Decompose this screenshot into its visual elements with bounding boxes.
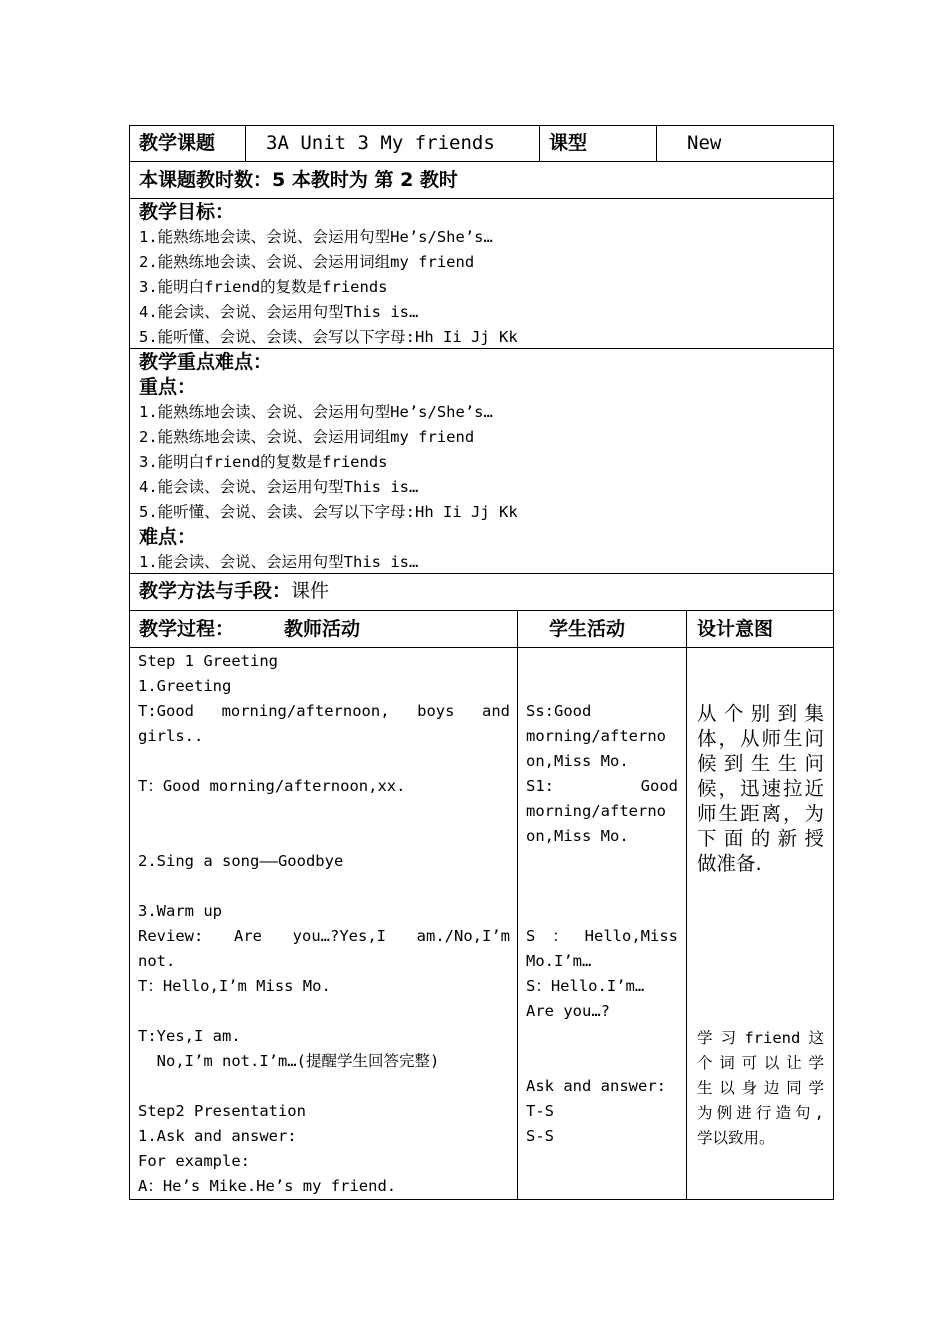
student-line: morning/afterno <box>526 727 666 745</box>
student-line: morning/afterno <box>526 802 666 820</box>
student-activity <box>526 649 678 1149</box>
text-span: S1: <box>526 777 554 795</box>
blank-line <box>138 799 510 824</box>
key-item: 4.能会读、会说、会运用句型This is… <box>139 478 419 496</box>
text-span: Are <box>234 927 262 945</box>
blank-line <box>526 1024 678 1049</box>
design-line: 候，迅速拉近 <box>697 777 824 800</box>
design-line: 学习friend这 <box>697 1029 824 1047</box>
text-span: am./No,I’m <box>416 927 510 945</box>
text-span: morning/afternoon, <box>221 702 390 720</box>
design-intent-first <box>697 701 824 876</box>
table-border <box>129 1199 834 1200</box>
blank-line <box>138 999 510 1024</box>
objectives-title: 教学目标： <box>139 201 235 223</box>
activity-title: 2.Sing a song——Goodbye <box>138 852 344 870</box>
student-line <box>526 924 678 949</box>
blank-line <box>526 899 678 924</box>
activity-title: 3.Warm up <box>138 902 222 920</box>
teacher-line: T：Hello,I’m Miss Mo. <box>138 977 331 995</box>
design-line: 为例进行造句, <box>697 1104 824 1122</box>
student-line: S：Hello.I’m… <box>526 977 645 995</box>
text-span: Good <box>640 777 678 795</box>
methods-value: 课件 <box>291 580 330 602</box>
teacher-line: No,I’m not.I’m…(提醒学生回答完整) <box>138 1052 440 1070</box>
subject-value: 3A Unit 3 My friends <box>266 132 495 154</box>
objective-item: 5.能听懂、会说、会读、会写以下字母:Hh Ii Jj Kk <box>139 328 518 346</box>
blank-line <box>526 874 678 899</box>
key-points-title: 教学重点难点： <box>139 351 273 373</box>
period-info: 本课题教时数：5 本教时为 第 2 教时 <box>139 169 458 191</box>
key-item: 2.能熟练地会读、会说、会运用词组my friend <box>139 428 475 446</box>
type-value: New <box>687 132 722 154</box>
table-border <box>129 198 834 199</box>
design-intent-label: 设计意图 <box>697 618 774 640</box>
step-title: Step2 Presentation <box>138 1102 306 1120</box>
table-border <box>517 610 518 1200</box>
design-line: 下面的新授 <box>697 827 824 850</box>
design-line: 生以身边同学 <box>697 1079 824 1097</box>
teacher-activity-label: 教师活动 <box>284 618 361 640</box>
table-border <box>129 125 834 126</box>
key-title: 重点： <box>139 376 197 398</box>
table-border <box>686 610 687 1200</box>
design-line: 做准备. <box>697 852 762 875</box>
teacher-line: T:Yes,I am. <box>138 1027 241 1045</box>
teacher-line: A：He’s Mike.He’s my friend. <box>138 1177 397 1195</box>
difficult-item: 1.能会读、会说、会运用句型This is… <box>139 553 419 571</box>
teacher-line <box>138 924 510 949</box>
student-line: on,Miss Mo. <box>526 827 629 845</box>
text-span: boys <box>417 702 455 720</box>
text-span: Review: <box>138 927 204 945</box>
table-border <box>129 647 834 648</box>
design-line: 个词可以让学 <box>697 1054 824 1072</box>
methods-row <box>139 579 329 604</box>
teacher-activity <box>138 649 510 1199</box>
activity-title: 1.Ask and answer: <box>138 1127 297 1145</box>
objectives-section <box>139 200 829 350</box>
type-label: 课型 <box>549 132 588 154</box>
teacher-line: not. <box>138 952 176 970</box>
blank-line <box>138 1074 510 1099</box>
design-line: 候到生生问 <box>697 752 824 775</box>
student-line: Are you…? <box>526 1002 610 1020</box>
design-intent-second <box>697 1026 824 1151</box>
blank-line <box>138 824 510 849</box>
blank-line <box>526 1049 678 1074</box>
step-title: Step 1 Greeting <box>138 652 278 670</box>
objective-item: 2.能熟练地会读、会说、会运用词组my friend <box>139 253 475 271</box>
table-border <box>129 610 834 611</box>
text-span: you…?Yes,I <box>292 927 386 945</box>
design-line: 体，从师生问 <box>697 727 824 750</box>
blank-line <box>138 749 510 774</box>
key-item: 1.能熟练地会读、会说、会运用句型He’s/She’s… <box>139 403 493 421</box>
subject-label: 教学课题 <box>139 132 216 154</box>
objective-item: 3.能明白friend的复数是friends <box>139 278 388 296</box>
key-points-section <box>139 350 829 575</box>
objective-item: 1.能熟练地会读、会说、会运用句型He’s/She’s… <box>139 228 493 246</box>
text-span: T:Good <box>138 702 194 720</box>
design-line: 从个别到集 <box>697 702 824 725</box>
objective-item: 4.能会读、会说、会运用句型This is… <box>139 303 419 321</box>
design-line: 学以致用。 <box>697 1129 775 1147</box>
table-border <box>129 161 834 162</box>
student-line: T-S <box>526 1102 554 1120</box>
student-activity-label: 学生活动 <box>549 618 626 640</box>
student-line: Ss:Good <box>526 702 592 720</box>
key-item: 5.能听懂、会说、会读、会写以下字母:Hh Ii Jj Kk <box>139 503 518 521</box>
blank-line <box>526 674 678 699</box>
table-border <box>245 125 246 162</box>
teacher-line: For example: <box>138 1152 250 1170</box>
difficult-title: 难点： <box>139 526 197 548</box>
student-line: S-S <box>526 1127 554 1145</box>
process-label: 教学过程： <box>139 618 235 640</box>
table-border <box>539 125 540 162</box>
teacher-line: girls.. <box>138 727 204 745</box>
methods-label: 教学方法与手段： <box>139 580 292 602</box>
key-item: 3.能明白friend的复数是friends <box>139 453 388 471</box>
table-border <box>833 125 834 1200</box>
teacher-line <box>138 699 510 724</box>
student-line: Ask and answer: <box>526 1077 666 1095</box>
design-line: 师生距离，为 <box>697 802 824 825</box>
teacher-line: T：Good morning/afternoon,xx. <box>138 777 406 795</box>
text-span: ： <box>552 927 568 945</box>
student-line: Mo.I’m… <box>526 952 592 970</box>
student-line: on,Miss Mo. <box>526 752 629 770</box>
blank-line <box>526 649 678 674</box>
text-span: S <box>526 927 536 945</box>
activity-title: 1.Greeting <box>138 677 232 695</box>
text-span: and <box>482 702 510 720</box>
blank-line <box>138 874 510 899</box>
table-border <box>129 125 130 1200</box>
table-border <box>656 125 657 162</box>
blank-line <box>526 849 678 874</box>
text-span: Hello,Miss <box>584 927 678 945</box>
student-line <box>526 774 678 799</box>
